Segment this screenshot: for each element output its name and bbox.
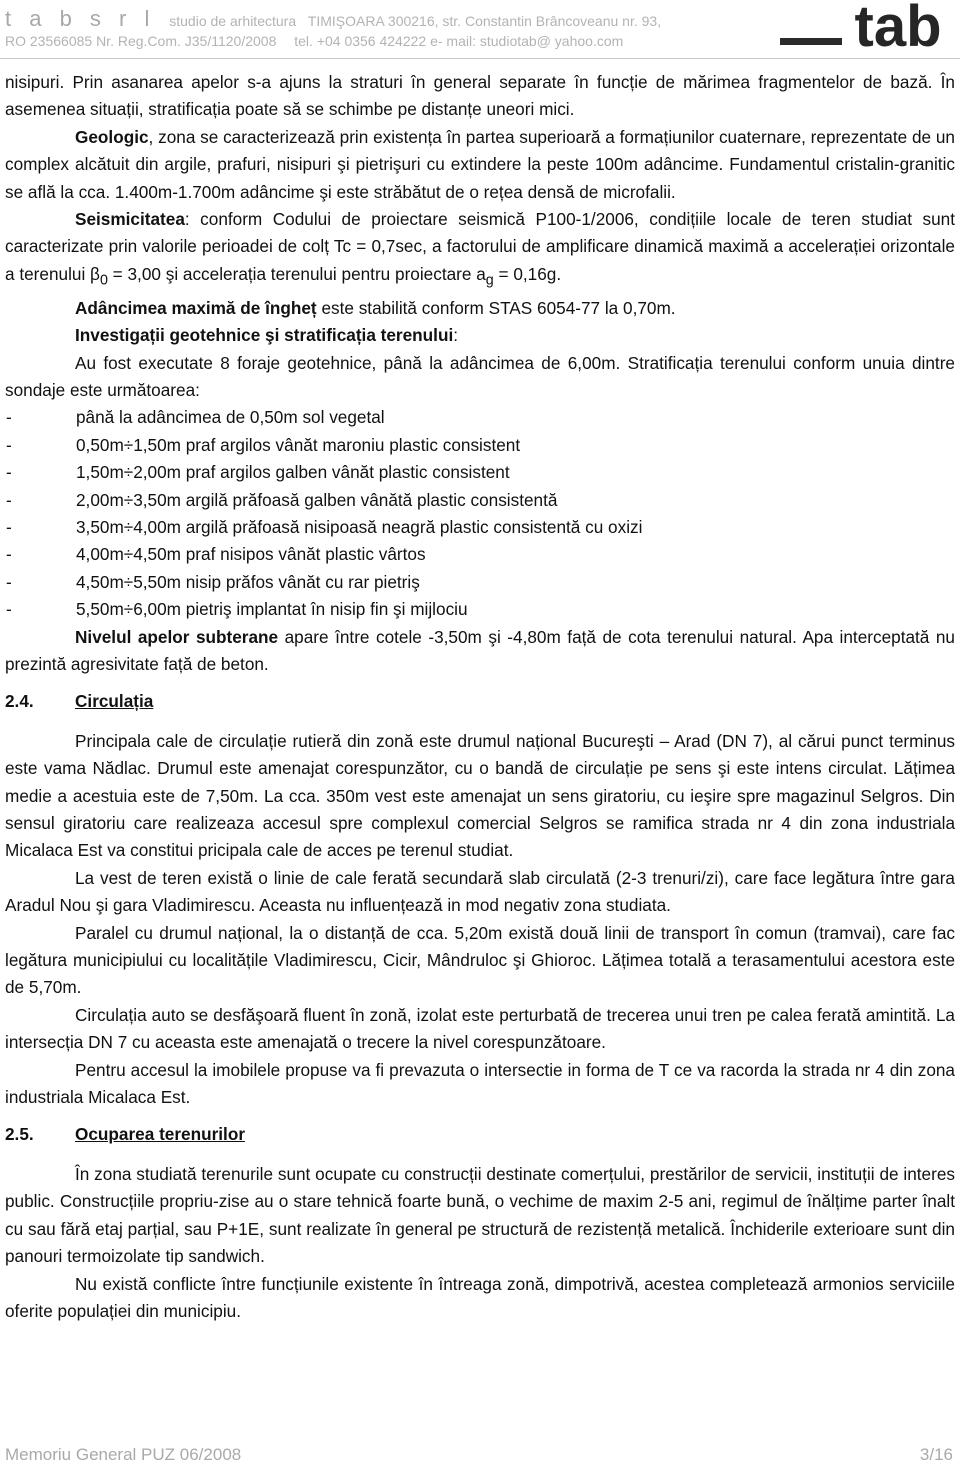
section-heading-ocuparea <box>5 1121 955 1148</box>
list-item: - 4,50m÷5,50m nisip prăfos vânăt cu rar pietriş <box>5 569 955 596</box>
soil-layers-list <box>5 404 955 623</box>
geology-text: , zona se caracterizează prin existența în partea superioară a formațiunilor cuaternare, reprezentate de un complex alcătuit din argile, prafuri, nisipuri şi pietrişuri cu extindere la peste 100m adâncime. Fundamentul cristalin-granitic se află la cca. 1.400m-1.700m adâncime şi este străbătut de o rețea densă de microfalii. <box>5 126 955 202</box>
company-name: t a b s r l <box>5 6 156 31</box>
company-type: studio de arhitectura <box>169 13 297 29</box>
letterhead-line-1 <box>5 6 661 32</box>
groundwater-text: apare între cotele -3,50m şi -4,80m față de cota terenului natural. Apa interceptată nu prezintă agresivitate față de beton. <box>5 626 955 674</box>
company-address: TIMIŞOARA 300216, str. Constantin Brâncoveanu nr. 93, <box>307 13 662 29</box>
geotech-lead: Investigații geotehnice şi stratificația terenului <box>75 325 454 346</box>
section-number: 2.4. <box>5 691 34 712</box>
layer-text: până la adâncimea de 0,50m sol vegetal <box>76 407 385 428</box>
list-item: - 5,50m÷6,00m pietriş implantat în nisip fin şi mijlociu <box>5 596 955 623</box>
letterhead <box>0 0 960 62</box>
footer-page-number: 3/16 <box>919 1445 953 1464</box>
company-contact: tel. +04 0356 424222 e- mail: studiotab@ yahoo.com <box>294 33 624 49</box>
layer-text: 1,50m÷2,00m praf argilos galben vânăt plastic consistent <box>76 462 510 483</box>
footer-document-title: Memoriu General PUZ 06/2008 <box>5 1445 242 1464</box>
frost-depth-text: este stabilită conform STAS 6054-77 la 0,70m. <box>316 297 676 318</box>
layer-text: 2,00m÷3,50m argilă prăfoasă galben vânătă plastic consistentă <box>76 489 558 510</box>
paragraph-traffic: Circulația auto se desfăşoară fluent în zonă, izolat este perturbată de trecerea unui tren pe calea ferată amintită. La intersecția DN 7 cu aceasta este amenajată o trecere la nivel corespunzătoare. <box>5 1004 955 1053</box>
paragraph-land-use: În zona studiată terenurile sunt ocupate cu construcții destinate comerțului, prestărilor de servicii, instituții de interes public. Construcțiile propriu-zise au o stare tehnică foarte bună, o vechime de maxim 2-5 ani, regimul de înălțime parter înalt cu sau fără etaj parțial, sau P+1E, sunt realizate în general pe structură de rezistență metalică. Închiderile exterioare sunt din panouri termoizolate tip sandwich. <box>5 1163 955 1267</box>
beta-subscript: 0 <box>99 272 108 289</box>
list-item: - 2,00m÷3,50m argilă prăfoasă galben vânătă plastic consistentă <box>5 487 955 514</box>
tab-logo <box>780 0 960 56</box>
list-item: - până la adâncimea de 0,50m sol vegetal <box>5 404 955 431</box>
paragraph-access: Pentru accesul la imobilele propuse va fi prevazuta o intersectie in forma de T ce va racorda la strada nr 4 din zona industriala Micalaca Est. <box>5 1059 955 1108</box>
list-item: - 4,00m÷4,50m praf nisipos vânăt plastic vârtos <box>5 541 955 568</box>
paragraph-main-road: Principala cale de circulație rutieră din zonă este drumul național Bucureşti – Arad (DN 7), al cărui punct terminus este vama Nădlac. Drumul este amenajat corespunzător, cu o bandă de circulație pe sens şi este intens circulat. Lățimea medie a acestuia este de 7,50m. La cca. 350m vest este amenajat un sens giratoriu, cu ieşire spre magazinul Selgros. Din sensul giratoriu care realizeaza accesul spre complexul comercial Selgros se ramifica strada nr 4 din zona industriala Micalaca Est va constitui pricipala cale de acces pe terenul studiat. <box>5 730 955 861</box>
paragraph-boreholes: Au fost executate 8 foraje geotehnice, până la adâncimea de 6,00m. Stratificația terenului conform unuia dintre sondaje este următoarea: <box>5 352 955 400</box>
section-title: Circulația <box>75 691 154 712</box>
paragraph-tram: Paralel cu drumul național, la o distanță de cca. 5,20m există două linii de transport în comun (tramvai), care fac legătura municipiului cu localitățile Vladimirescu, Cicir, Mândruloc şi Ghioroc. Lățimea totală a terasamentului acestora este de 5,70m. <box>5 922 955 998</box>
section-number: 2.5. <box>5 1124 34 1145</box>
list-item: - 1,50m÷2,00m praf argilos galben vânăt plastic consistent <box>5 459 955 486</box>
paragraph-frost-depth <box>5 295 955 322</box>
layer-text: 5,50m÷6,00m pietriş implantat în nisip fin şi mijlociu <box>76 599 468 620</box>
paragraph-geotech-heading <box>5 322 955 349</box>
groundwater-lead: Nivelul apelor subterane <box>75 626 279 647</box>
paragraph-no-conflicts: Nu există conflicte între funcțiunile existente în întreaga zonă, dimpotrivă, acestea completează armonios serviciile oferite populației din municipiu. <box>5 1273 955 1321</box>
paragraph-groundwater <box>5 624 955 679</box>
frost-depth-lead: Adâncimea maximă de îngheț <box>75 297 317 318</box>
seismicity-text-2: = 3,00 şi accelerația terenului pentru proiectare a <box>107 263 486 284</box>
seismicity-text-3: = 0,16g. <box>493 263 562 284</box>
paragraph-geology <box>5 124 955 206</box>
layer-text: 4,50m÷5,50m nisip prăfos vânăt cu rar pietriş <box>76 571 420 592</box>
geology-lead: Geologic <box>75 126 149 147</box>
layer-text: 4,00m÷4,50m praf nisipos vânăt plastic vârtos <box>76 544 426 565</box>
paragraph-sands: nisipuri. Prin asanarea apelor s-a ajuns la straturi în general separate în funcție de mărimea fragmentelor de bază. În asemenea situații, stratificația poate să se schimbe pe distanțe uneori mici. <box>5 72 955 120</box>
seismicity-lead: Seismicitatea <box>75 209 185 230</box>
section-title: Ocuparea terenurilor <box>75 1124 246 1145</box>
seismicity-text-1: : conform Codului de proiectare seismică P100-1/2006, condițiile locale de teren studiat sunt caracterizate prin valorile perioadei de colț Tc = 0,7sec, a factorului de amplificare dinamică maximă a accelerației orizontale a terenului β <box>5 209 955 284</box>
paragraph-railway: La vest de teren există o linie de cale ferată secundară slab circulată (2-3 trenuri/zi), care face legătura între gara Aradul Nou şi gara Vladimirescu. Aceasta nu influențează in mod negativ zona studiata. <box>5 867 955 916</box>
list-item: - 3,50m÷4,00m argilă prăfoasă nisipoasă neagră plastic consistentă cu oxizi <box>5 514 955 541</box>
letterhead-line-2 <box>5 33 637 49</box>
logo-text: tab <box>854 0 942 56</box>
paragraph-seismicity <box>5 206 955 295</box>
ag-subscript: g <box>485 272 494 289</box>
geotech-colon: : <box>453 325 459 346</box>
list-item: - 0,50m÷1,50m praf argilos vânăt maroniu plastic consistent <box>5 432 955 459</box>
page-footer <box>5 1445 953 1465</box>
layer-text: 3,50m÷4,00m argilă prăfoasă nisipoasă neagră plastic consistentă cu oxizi <box>76 516 643 537</box>
header-divider <box>0 58 960 59</box>
company-registration: RO 23566085 Nr. Reg.Com. J35/1120/2008 <box>5 33 277 49</box>
layer-text: 0,50m÷1,50m praf argilos vânăt maroniu plastic consistent <box>76 434 521 455</box>
document-body <box>5 69 955 1325</box>
section-heading-circulatie <box>5 688 955 715</box>
